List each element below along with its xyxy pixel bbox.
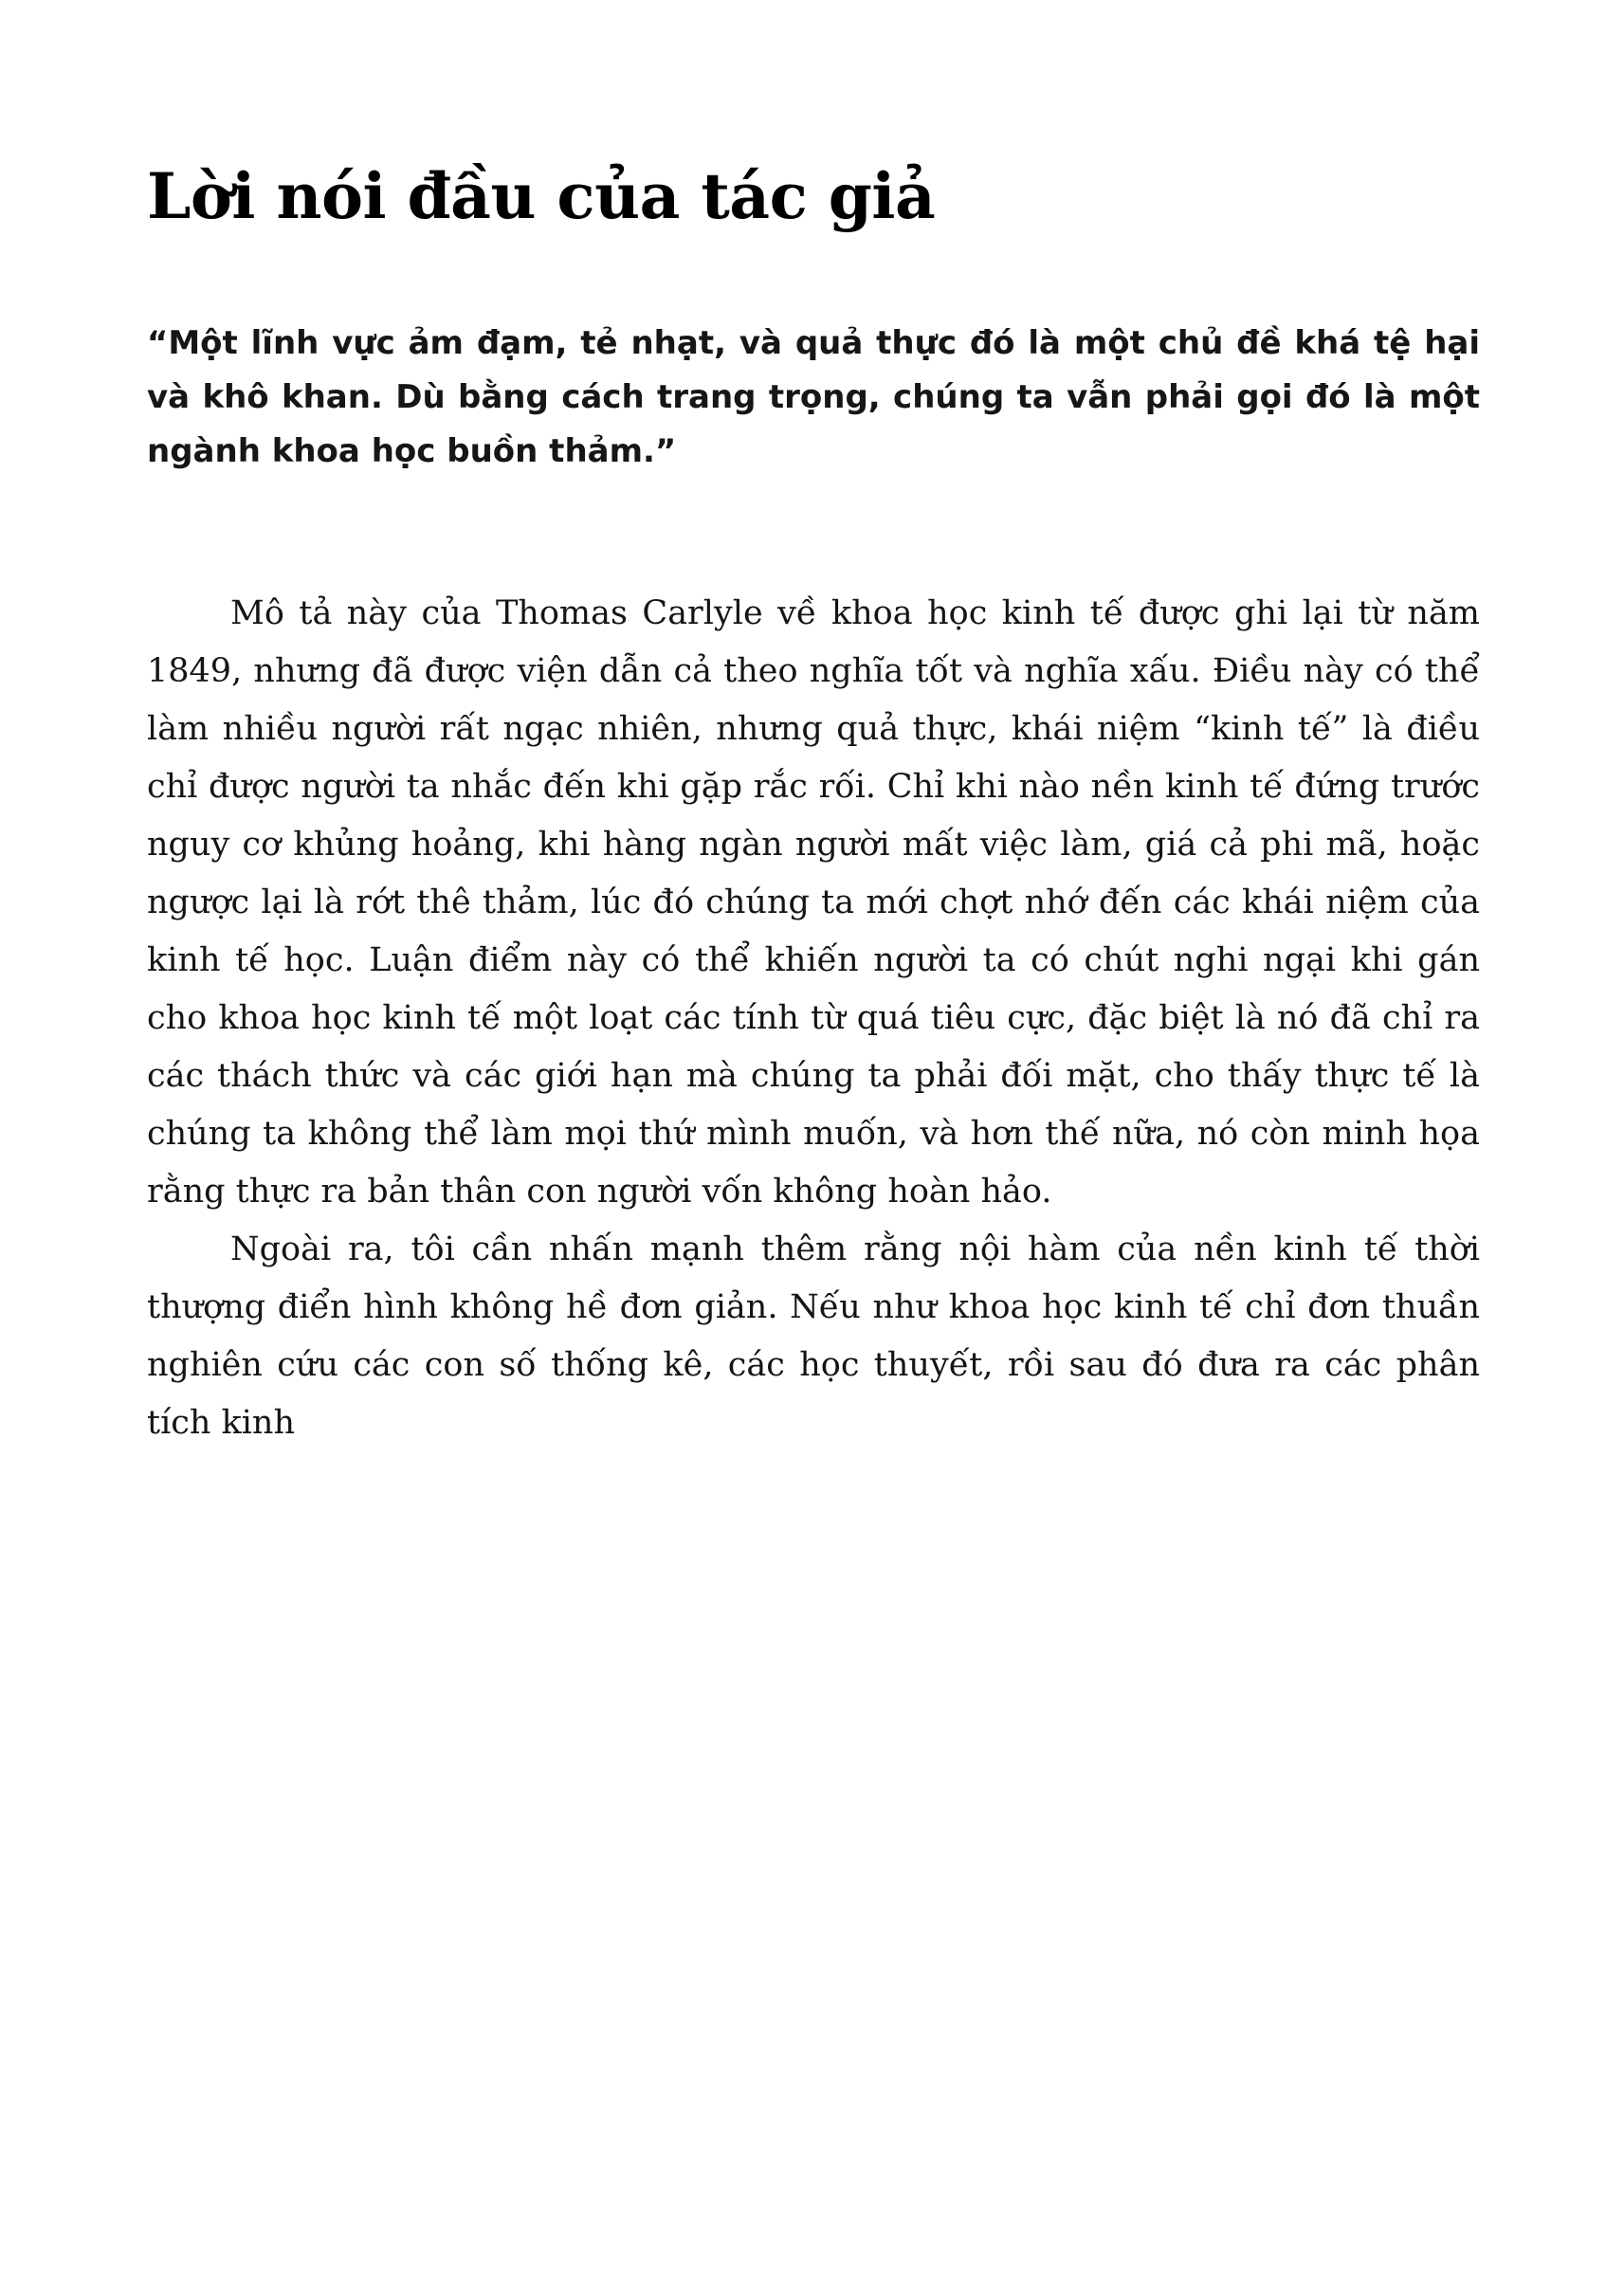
body-text (147, 585, 1480, 1452)
page-title: Lời nói đầu của tác giả (147, 159, 936, 233)
paragraph-1: Mô tả này của Thomas Carlyle về khoa học kinh tế được ghi lại từ năm 1849, nhưng đã được viện dẫn cả theo nghĩa tốt và nghĩa xấu. Điều này có thể làm nhiều người rất ngạc nhiên, nhưng quả thực, khái niệm “kinh tế” là điều chỉ được người ta nhắc đến khi gặp rắc rối. Chỉ khi nào nền kinh tế đứng trước nguy cơ khủng hoảng, khi hàng ngàn người mất việc làm, giá cả phi mã, hoặc ngược lại là rớt thê thảm, lúc đó chúng ta mới chợt nhớ đến các khái niệm của kinh tế học. Luận điểm này có thể khiến người ta có chút nghi ngại khi gán cho khoa học kinh tế một loạt các tính từ quá tiêu cực, đặc biệt là nó đã chỉ ra các thách thức và các giới hạn mà chúng ta phải đối mặt, cho thấy thực tế là chúng ta không thể làm mọi thứ mình muốn, và hơn thế nữa, nó còn minh họa rằng thực ra bản thân con người vốn không hoàn hảo. (147, 593, 1480, 1211)
epigraph-quote: “Một lĩnh vực ảm đạm, tẻ nhạt, và quả thực đó là một chủ đề khá tệ hại và khô khan. Dù bằng cách trang trọng, chúng ta vẫn phải gọi đó là một ngành khoa học buồn thảm.” (147, 323, 1480, 470)
paragraph-2: Ngoài ra, tôi cần nhấn mạnh thêm rằng nội hàm của nền kinh tế thời thượng điển hình không hề đơn giản. Nếu như khoa học kinh tế chỉ đơn thuần nghiên cứu các con số thống kê, các học thuyết, rồi sau đó đưa ra các phân tích kinh (147, 1229, 1480, 1442)
